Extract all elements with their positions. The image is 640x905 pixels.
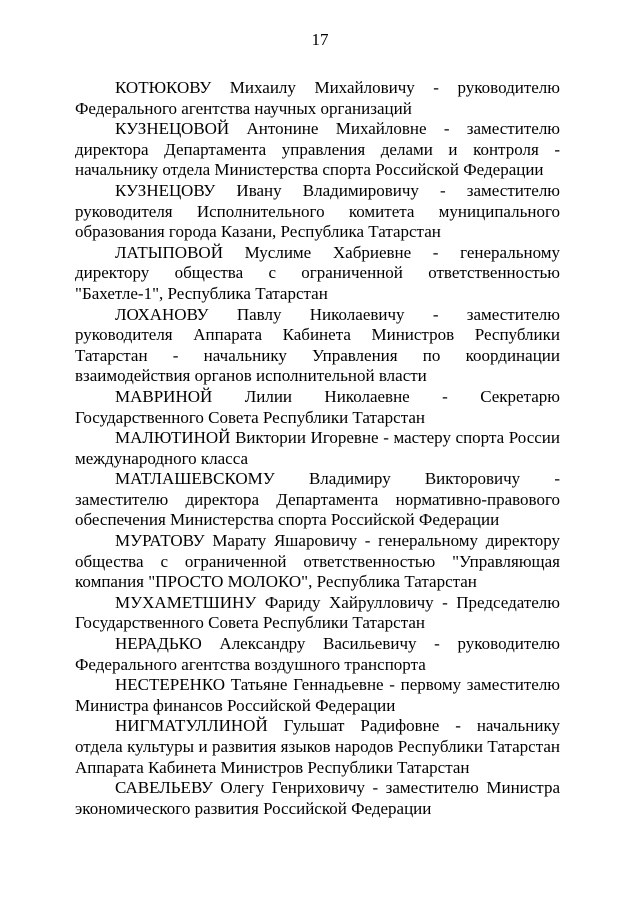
- award-list: [75, 78, 560, 819]
- list-item: КОТЮКОВУ Михаилу Михайловичу - руководителю Федерального агентства научных организаций: [75, 78, 560, 118]
- list-item: МАЛЮТИНОЙ Виктории Игоревне - мастеру спорта России международного класса: [75, 428, 560, 468]
- list-item: САВЕЛЬЕВУ Олегу Генриховичу - заместителю Министра экономического развития Российской Федерации: [75, 778, 560, 818]
- list-item: ЛОХАНОВУ Павлу Николаевичу - заместителю руководителя Аппарата Кабинета Министров Республики Татарстан - начальнику Управления по координации взаимодействия органов исполнительной власти: [75, 304, 560, 386]
- list-item: МАТЛАШЕВСКОМУ Владимиру Викторовичу - заместителю директора Департамента нормативно-правового обеспечения Министерства спорта Российской Федерации: [75, 469, 560, 530]
- list-item: МАВРИНОЙ Лилии Николаевне - Секретарю Государственного Совета Республики Татарстан: [75, 386, 560, 427]
- list-item: КУЗНЕЦОВУ Ивану Владимировичу - заместителю руководителя Исполнительного комитета муниципального образования города Казани, Республика Татарстан: [75, 180, 560, 242]
- list-item: НЕСТЕРЕНКО Татьяне Геннадьевне - первому заместителю Министра финансов Российской Федерации: [75, 675, 560, 715]
- list-item: НЕРАДЬКО Александру Васильевичу - руководителю Федерального агентства воздушного транспорта: [75, 634, 560, 674]
- list-item: ЛАТЫПОВОЙ Муслиме Хабриевне - генеральному директору общества с ограниченной ответственностью "Бахетле-1", Республика Татарстан: [75, 242, 560, 303]
- list-item: МУРАТОВУ Марату Яшаровичу - генеральному директору общества с ограниченной ответственностью "Управляющая компания "ПРОСТО МОЛОКО", Республика Татарстан: [75, 531, 560, 592]
- list-item: НИГМАТУЛЛИНОЙ Гульшат Радифовне - начальнику отдела культуры и развития языков народов Республики Татарстан Аппарата Кабинета Министров Республики Татарстан: [75, 716, 560, 777]
- page-number: 17: [311, 30, 329, 49]
- list-item: МУХАМЕТШИНУ Фариду Хайрулловичу - Председателю Государственного Совета Республики Татарстан: [75, 592, 560, 633]
- list-item: КУЗНЕЦОВОЙ Антонине Михайловне - заместителю директора Департамента управления делами и контроля - начальнику отдела Министерства спорта Российской Федерации: [75, 119, 560, 180]
